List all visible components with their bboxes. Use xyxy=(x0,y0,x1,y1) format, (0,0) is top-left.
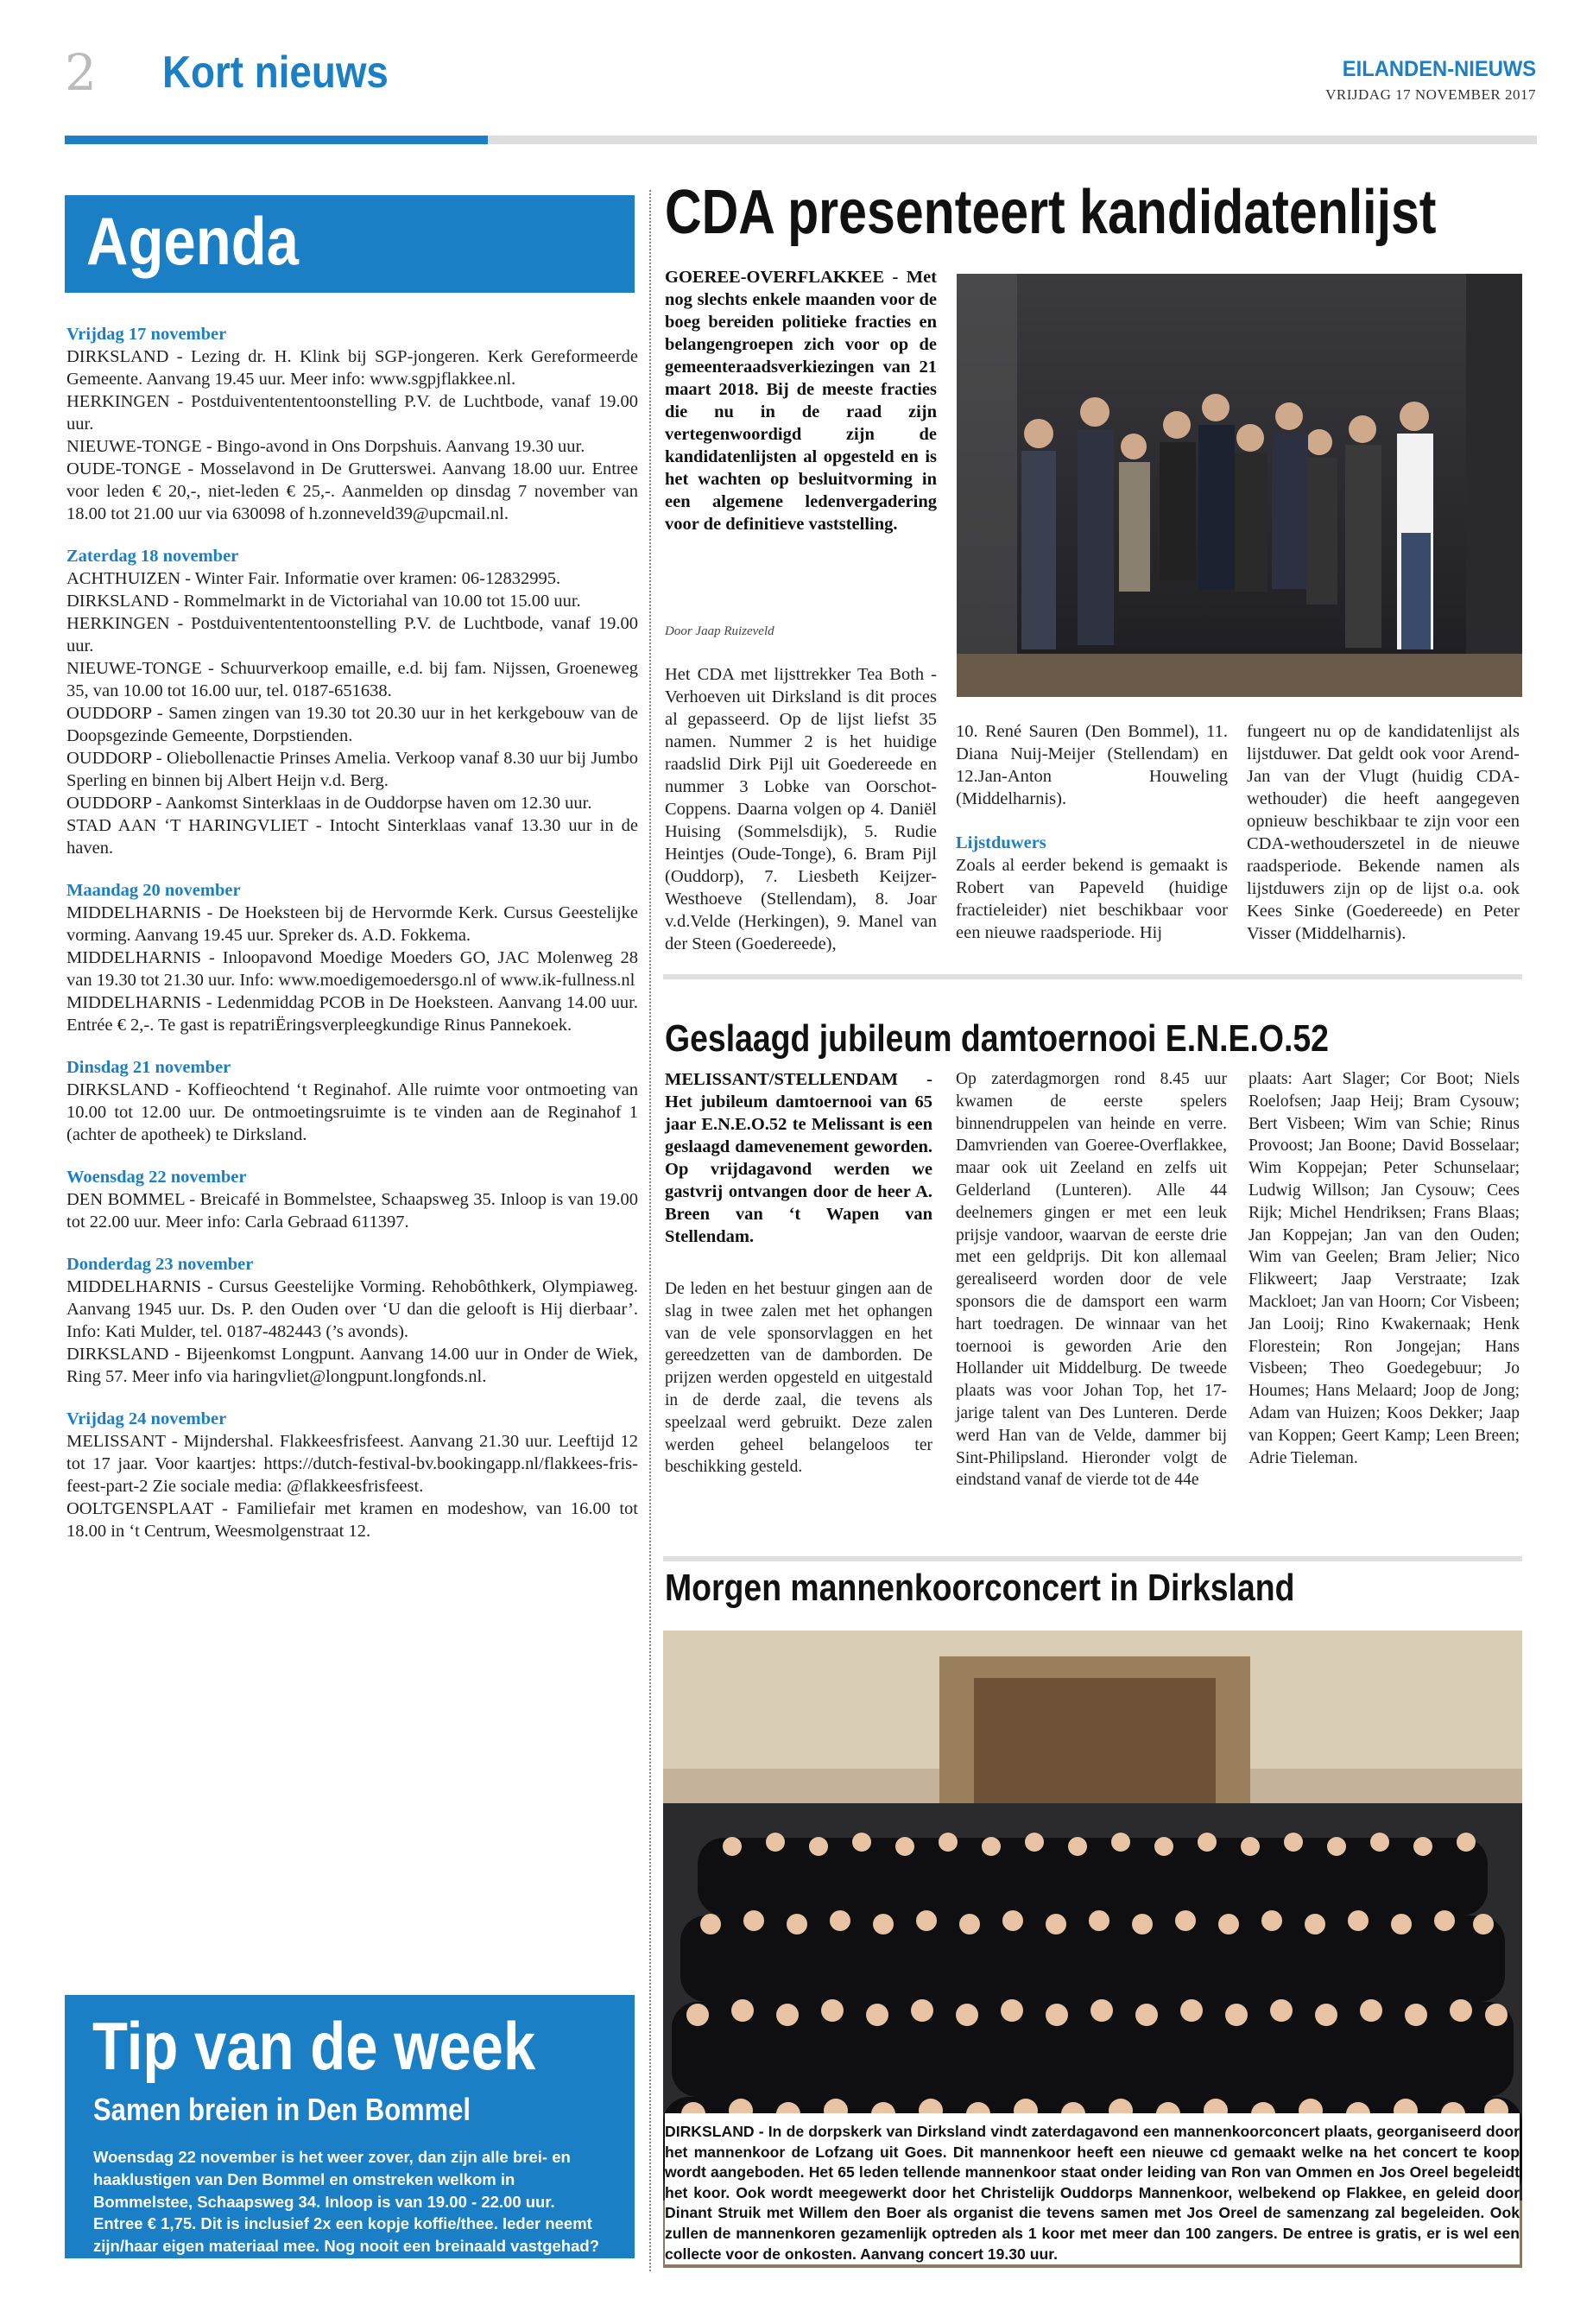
agenda-day-heading: Woensdag 22 november xyxy=(66,1168,247,1187)
agenda-entry: HERKINGEN - Postduiventententoonstelling P.V. de Luchtbode, vanaf 19.00 uur. xyxy=(66,614,638,655)
tip-body: Woensdag 22 november is het weer zover, dan zijn alle brei- en haaklustigen van Den Bommel en omstreken welkom in Bommelstee, Schaapsweg 34. Inloop is van 19.00 - 22.00 uur. Entree € 1,75. Dit is inclusief 2x een kopje koffie/thee. Ieder neemt zijn/haar eigen materiaal mee. Nog nooit een breinaald vastgehad? Er is altijd wel iemand om je op weg te helpen. Jong en oud zijn van harte welkom! Voor informatie kun je terecht bij Carla Gebraad: 611397. Dit is een activiteit van Stichting ZIJN. xyxy=(93,2148,608,2322)
tip-title: Tip van de week xyxy=(92,2008,536,2084)
agenda-entry: OUDE-TONGE - Mosselavond in De Grutterswei. Aanvang 18.00 uur. Entree voor leden € 20,-, niet-leden € 25,-. Aanmelden op dinsdag 7 november van 18.00 tot 21.00 uur via 630098 of h.zonneveld39@upcmail.nl. xyxy=(66,459,638,523)
agenda-title: Agenda xyxy=(86,203,299,279)
header-rule-accent xyxy=(65,136,488,144)
agenda-entry: DIRKSLAND - Bijeenkomst Longpunt. Aanvang 14.00 uur in Onder de Wiek, Ring 57. Meer info via haringvliet@longpunt.longfonds.nl. xyxy=(66,1345,638,1386)
agenda-entry: DIRKSLAND - Lezing dr. H. Klink bij SGP-jongeren. Kerk Gereformeerde Gemeente. Aanvang 19.45 uur. Meer info: www.sgpjflakkee.nl. xyxy=(66,347,638,389)
agenda-entry: DEN BOMMEL - Breicafé in Bommelstee, Schaapsweg 35. Inloop is van 19.00 tot 22.00 uur. Meer info: Carla Gebraad 611397. xyxy=(66,1190,638,1232)
agenda-day-heading: Vrijdag 17 november xyxy=(66,325,227,344)
agenda-entry: STAD AAN ‘T HARINGVLIET - Intocht Sinterklaas vanaf 13.30 uur in de haven. xyxy=(66,816,638,858)
tip-subtitle: Samen breien in Den Bommel xyxy=(93,2092,471,2127)
cda-column-2b: Zoals al eerder bekend is gemaakt is Robert van Papeveld (huidige fractieleider) niet beschikbaar voor een nieuwe raadsperiode. Hij xyxy=(956,856,1228,942)
cda-column-1: Het CDA met lijsttrekker Tea Both - Verhoeven uit Dirksland is dit proces al gepasseerd. Op de lijst liefst 35 namen. Nummer 2 is het huidige raadslid Dirk Pijl uit Goedereede en nummer 3 Lobke van Oorschot-Coppens. Daarna volgen op 4. Daniël Huising (Sommelsdijk), 5. Rudie Heintjes (Oude-Tonge), 6. Bram Pijl (Ouddorp), 7. Liesbeth Keijzer-Westhoeve (Stellendam), 8. Joar v.d.Velde (Herkingen), 9. Manel van der Steen (Goedereede), xyxy=(665,665,937,953)
agenda-day-heading: Vrijdag 24 november xyxy=(66,1409,227,1428)
agenda-entry: OUDDORP - Aankomst Sinterklaas in de Ouddorpse haven om 12.30 uur. xyxy=(66,794,592,813)
cda-headline: CDA presenteert kandidatenlijst xyxy=(665,178,1437,247)
agenda-entry: OUDDORP - Oliebollenactie Prinses Amelia. Verkoop vanaf 8.30 uur bij Jumbo Sperling en binnen bij Albert Heijn v.d. Berg. xyxy=(66,749,638,790)
dam-column-3: plaats: Aart Slager; Cor Boot; Niels Roelofsen; Jaap Heij; Bram Cysouw; Bert Visbeen; Wim van Schie; Rinus Provoost; Jan Boone; David Bosselaar; Wim Koppejan; Peter Schunselaar; Ludwig Willson; Jan Cysouw; Cees Rijk; Michel Hendriksen; Frans Blaas; Jan Koppejan; Jan van den Ouden; Wim van Geelen; Bram Jelier; Nico Flikweert; Jaap Verstraate; Izak Mackloet; Jan van Hoorn; Cor Visbeen; Jan Looij; Rino Kwakernaak; Henk Florestein; Ron Jongejan; Hans Visbeen; Theo Goedegebuur; Jo Houmes; Hans Melaard; Joop de Jong; Adam van Huizen; Koos Dekker; Jaap van Koppen; Geert Kamp; Leen Breen; Adrie Tieleman. xyxy=(1248,1070,1520,1467)
dam-column-2: Op zaterdagmorgen rond 8.45 uur kwamen de eerste spelers binnendruppelen van heinde en verre. Damvrienden van Goeree-Overflakkee, maar ook uit Zeeland en zelfs uit Gelderland (Lunteren). Alle 44 deelnemers gingen er met een leuk prijsje vandoor, waarvan de eerste drie met een geldprijs. Dit kon allemaal gerealiseerd worden door de vele sponsors die de damsport een warm hart toedragen. De winnaar van het toernooi is geworden Arie den Hollander uit Middelburg. De tweede plaats was voor Johan Top, het 17-jarige talent van Des Lunteren. Derde werd Han van de Velde, dammer bij Sint-Philipsland. Hieronder volgt de eindstand vanaf de vierde tot de 44e xyxy=(956,1070,1227,1490)
cda-group-photo xyxy=(957,274,1522,697)
agenda-entry: NIEUWE-TONGE - Bingo-avond in Ons Dorpshuis. Aanvang 19.30 uur. xyxy=(66,437,585,456)
choir-photo xyxy=(663,1631,1522,2106)
column-divider xyxy=(649,190,651,2271)
page-number: 2 xyxy=(65,43,97,102)
issue-date: VRIJDAG 17 NOVEMBER 2017 xyxy=(1325,86,1536,103)
agenda-entry: MIDDELHARNIS - Ledenmiddag PCOB in De Hoeksteen. Aanvang 14.00 uur. Entrée € 2,-. Te gast is repatriËringsverpleegkundige Rinus Pannekoek. xyxy=(66,993,638,1035)
agenda-entry: HERKINGEN - Postduiventententoonstelling P.V. de Luchtbode, vanaf 19.00 uur. xyxy=(66,392,638,434)
agenda-entry: OOLTGENSPLAAT - Familiefair met kramen en modeshow, van 16.00 tot 18.00 in ‘t Centrum, Weesmolgenstraat 12. xyxy=(66,1499,638,1541)
choir-caption: DIRKSLAND - In de dorpskerk van Dirksland vindt zaterdagavond een mannenkoorconcert plaats, georganiseerd door het mannenkoor de Lofzang uit Goes. Dit mannenkoor heeft een nieuwe cd gemaakt welke na het concert te koop wordt aangeboden. Het 65 leden tellende mannenkoor staat onder leiding van Ron van Ommen en Jos Oreel begeleidt het koor. Ook wordt meegewerkt door het Christelijk Ouddorps Mannenkoor, welbekend op Flakkee, en geleid door Dinant Struik met Willem den Boer als organist die tevens samen met Jos Oreel de samenzang zal begeleiden. Ook zullen de mannenkoren gezamenlijk optreden als 1 koor met meer dan 100 zangers. De entree is gratis, er is wel een collecte voor de onkosten. Aanvang concert 19.30 uur. xyxy=(665,2113,1520,2264)
cda-column-3: fungeert nu op de kandidatenlijst als lijstduwer. Dat geldt ook voor Arend-Jan van der Vlugt (huidig CDA-wethouder) die heeft aangegeven opnieuw beschikbaar te zijn voor een CDA-wethouderszetel in de nieuwe raadsperiode. Bekende namen als lijstduwers zijn op de lijst o.a. ook Kees Sinke (Goedereede) en Peter Visser (Middelharnis). xyxy=(1247,722,1520,943)
agenda-entry: ACHTHUIZEN - Winter Fair. Informatie over kramen: 06-12832995. xyxy=(66,569,561,588)
cda-lead: GOEREE-OVERFLAKKEE - Met nog slechts enkele maanden voor de boeg bereiden politieke fracties en belangengroepen zich voor op de gemeenteraadsverkiezingen van 21 maart 2018. Bij de meeste fracties die nu in de raad zijn vertegenwoordigd zijn de kandidatenlijsten al opgesteld en is het wachten op besluitvorming in een algemene ledenvergadering voor de definitieve vaststelling. xyxy=(665,268,937,534)
cda-subhead-lijstduwers: Lijstduwers xyxy=(956,833,1046,852)
dam-lead: MELISSANT/STELLENDAM - Het jubileum damtoernooi van 65 jaar E.N.E.O.52 te Melissant is een geslaagd damevenement geworden. Op vrijdagavond werden we gastvrij ontvangen door de heer A. Breen van ‘t Wapen van Stellendam. xyxy=(665,1070,932,1246)
section-rule-1 xyxy=(663,974,1522,979)
dam-headline: Geslaagd jubileum damtoernooi E.N.E.O.52 xyxy=(665,1017,1329,1060)
dam-column-1: De leden en het bestuur gingen aan de slag in twee zalen met het ophangen van de vele sponsorvlaggen en het gereedzetten van de damborden. De prijzen werden opgesteld en uitgestald in de derde zaal, die tevens als speelzaal werd gebruikt. Deze zalen werden geheel belangeloos ter beschikking gesteld. xyxy=(665,1280,932,1477)
newspaper-logo[interactable]: EILANDEN-NIEUWS xyxy=(1342,57,1536,81)
agenda-entry: MIDDELHARNIS - Cursus Geestelijke Vorming. Rehobôthkerk, Olympiaweg. Aanvang 1945 uur. Ds. P. den Ouden over ‘U dan die gelooft is Hij dierbaar’. Info: Kati Mulder, tel. 0187-482443 (’s avonds). xyxy=(66,1277,638,1341)
section-rule-2 xyxy=(663,1556,1522,1561)
agenda-entry: MIDDELHARNIS - Inloopavond Moedige Moeders GO, JAC Molenweg 28 van 19.30 tot 21.30 uur. Info: www.moedigemoedersgo.nl of www.ik-fullness.nl xyxy=(66,948,638,990)
agenda-day-heading: Zaterdag 18 november xyxy=(66,547,239,566)
cda-column-2a: 10. René Sauren (Den Bommel), 11. Diana Nuij-Meijer (Stellendam) en 12.Jan-Anton Houweling (Middelharnis). xyxy=(956,722,1228,808)
choir-headline: Morgen mannenkoorconcert in Dirksland xyxy=(665,1567,1295,1609)
agenda-entry: OUDDORP - Samen zingen van 19.30 tot 20.30 uur in het kerkgebouw van de Doopsgezinde Gemeente, Dorpstienden. xyxy=(66,704,638,745)
agenda-entry: MELISSANT - Mijndershal. Flakkeesfrisfeest. Aanvang 21.30 uur. Leeftijd 12 tot 17 jaar. Voor kaartjes: https://dutch-festival-bv.bookingapp.nl/flakkees-fris-feest-part-2 Zie sociale media: @flakkeesfrisfeest. xyxy=(66,1432,638,1496)
cda-photo-illustration xyxy=(957,274,1522,697)
agenda-entry: DIRKSLAND - Koffieochtend ‘t Reginahof. Alle ruimte voor ontmoeting van 10.00 tot 12.00 uur. De ontmoetingsruimte is te vinden aan de Reginahof 1 (achter de apotheek) te Dirksland. xyxy=(66,1080,638,1144)
cda-byline: Door Jaap Ruizeveld xyxy=(665,624,774,638)
agenda-entry: NIEUWE-TONGE - Schuurverkoop emaille, e.d. bij fam. Nijssen, Groeneweg 35, van 10.00 tot 16.00 uur, tel. 0187-651638. xyxy=(66,659,638,700)
agenda-day-heading: Donderdag 23 november xyxy=(66,1255,254,1274)
agenda-entry: MIDDELHARNIS - De Hoeksteen bij de Hervormde Kerk. Cursus Geestelijke vorming. Aanvang 19.45 uur. Spreker ds. A.D. Fokkema. xyxy=(66,903,638,945)
agenda-list xyxy=(66,323,638,1542)
agenda-day-heading: Maandag 20 november xyxy=(66,881,241,900)
agenda-entry: DIRKSLAND - Rommelmarkt in de Victoriahal van 10.00 tot 15.00 uur. xyxy=(66,592,581,611)
section-title: Kort nieuws xyxy=(162,47,389,98)
agenda-day-heading: Dinsdag 21 november xyxy=(66,1058,231,1077)
